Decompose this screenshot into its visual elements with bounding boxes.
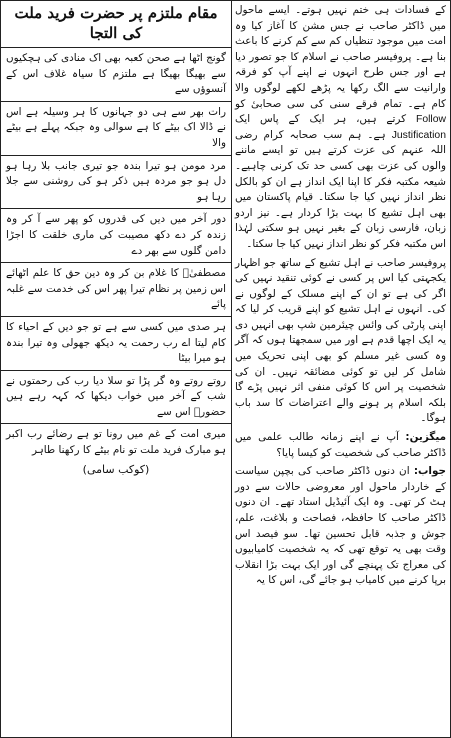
poem-stanza: ہر صدی میں کسی سے ہے تو جو دیں کے احیاء کا کام لیتا اے رب رحمت یہ دیکھ جھولی وہ تیرا بندہ ہو میرا بیٹا [6,320,226,365]
interview-column [231,1,450,737]
divider [1,316,231,317]
poem-stanza: دور آخر میں دیں کی قدروں کو پھر سے آ کر وہ زندہ کر دے دکھ مصیبت کی ماری خلقت کا اجڑا دامن گلوں سے بھر دے [6,213,226,257]
inline-english-word: Justification [391,129,446,141]
poem-stanza: رات بھر سے ہی دو جہانوں کا ہر وسیلہ ہے اس نے ڈالا اک بیٹے کا ہے سوالی وہ جبکہ پہلے ہے بیٹے والا [6,105,226,149]
article-paragraph: کے فسادات ہی ختم نہیں ہوتے۔ ایسے ماحول میں ڈاکٹر صاحب نے جس مشن کا آغاز کیا وہ امت میں موجود تنظیاں کم سے کم کرنے کا باعث بنا ہے۔ پروفیسر صاحب نے اسلام کا جو تصور دیا ہے اور جس طرح انہوں نے اپنے آپ کو فرقہ وارانیت سے الگ رکھا یہ پڑھے لکھے لوگوں والا کام ہے۔ تمام فرقے سنی کی سی صحابیٔ کو Follow کرتے ہیں، ہر ایک کے پاس ایک Justification ہے۔ ہم سب صحابہ کرام رضی اللہ عنہم کی عزت کرتے ہیں تو ایسے ماننے والوں کی عزت بھی کسی حد تک کرنی چاہیے۔ شیعہ مکتبہ فکر کا اپنا ایک انداز ہے ان کو بالکل نظر انداز نہیں کیا جا سکتا۔ قیام پاکستان میں بھی اہل تشیع کا بہت بڑا کردار ہے۔ نیز اردو زبان، فارسی زبان کے بغیر نہیں ہو سکتی لہٰذا اس مکتبہ فکر کو نظر انداز نہیں کیا جا سکتا۔ [235,4,446,250]
inline-english-word: Follow [415,114,446,126]
divider [1,208,231,209]
poem-stanza: گونج اٹھا ہے صحن کعبہ بھی اک منادی کی ہچکیوں سے بھیگا بھیگا ہے ملتزم کا سیاہ غلاف اس کے آنسوؤں سے [6,52,226,96]
divider [1,47,231,48]
answer-label: جواب: [413,465,446,478]
divider [1,155,231,156]
question-label: میگزین: [405,431,447,444]
divider [1,370,231,371]
question-paragraph: میگزین: آپ نے اپنے زمانہ طالب علمی میں ڈاکٹر صاحب کی شخصیت کو کیسا پایا؟ [235,431,447,459]
poem-title: مقام ملتزم پر حضرت فرید ملت کی التجا [14,4,218,42]
divider [1,262,231,263]
poem-stanza: مرد مومن ہو تیرا بندہ جو تیری جانب بلا رہا ہو دل ہو جو مردہ ہیں ذکر ہو کی روشنی سے جلا رہا ہو [6,159,226,203]
divider [1,423,231,424]
poem-stanza: مصطفیٰؐ کا غلام بن کر وہ دین حق کا علم اٹھائے اس زمین پر نظام تیرا پھر اس کی خدمت سے غلبہ پائے [6,267,226,311]
article-paragraph: پروفیسر صاحب نے اہل تشیع کے ساتھ جو اظہار یکجہتی کیا اس پر کسی نے کوئی تنقید نہیں کی اگر کی ہے تو ان کے اپنے مسلک کے لوگوں نے کی۔ انہوں نے اہل تشیع کو اپنے قریب کر لیا کہ اپنی پارٹی کی وائس چیئرمین شپ بھی انہیں دی یہ ایک اچھا قدم ہے اور میں سمجھتا ہوں کہ آگر وہ کسی غیر مسلم کو بھی اپنی تحریک میں شامل کر لیں تو کوئی مضائقہ نہیں۔ ان کی شخصیت پر اس کا کوئی منفی اثر نہیں پڑے گا بلکہ اسلام پر ہونے والے اعتراضات کا سد باب ہوگا۔ [235,256,446,425]
poem-stanza: روتے روتے وہ گر پڑا تو سلا دیا رب کی رحمتوں نے شب کے آخر میں خواب دیکھا کہ کہہ رہے ہیں حضورؐ اس سے [6,374,226,418]
divider [1,101,231,102]
poem-column [1,1,232,737]
answer-paragraph: جواب: ان دنوں ڈاکٹر صاحب کی بچپن سیاست کے خاردار ماحول اور معروضی حالات سے دور ہٹ کر تھی۔ وہ ایک آئیڈیل استاد تھے۔ ان دنوں ڈاکٹر صاحب کا حافظہ، فصاحت و بلاغت، علم، جوش و جذبہ قابل تحسین تھا۔ سو فیصد اس وقت بھی یہ توقع تھی کہ یہ شخصیت کامیابیوں کی معراج تک پہنچے گی اور ایک بہت بڑا انقلاب برپا کرنے میں کامیاب ہو جائے گی، اس کا یہ [235,465,446,587]
poet-signature: (کوکب سامی) [82,462,150,476]
poem-stanza: میری امت کے غم میں رونا تو ہے رضائے رب اکبر ہو مبارک فرید ملت تو نام بیٹے کا رکھنا طاہر [6,428,226,457]
